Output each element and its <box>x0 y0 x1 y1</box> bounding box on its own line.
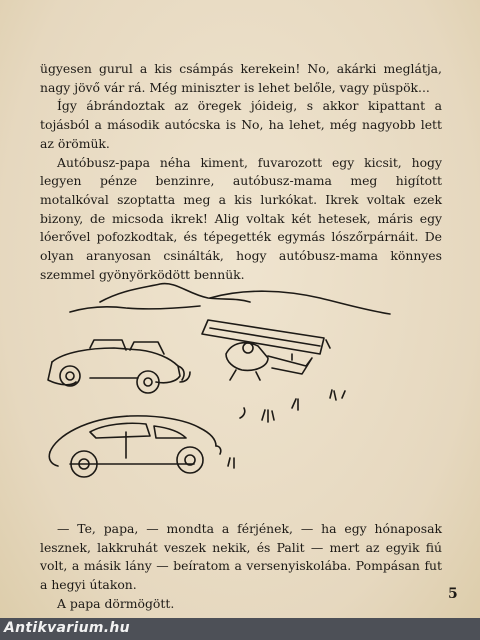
illustration-cars-airplane <box>30 268 450 498</box>
grass-tufts <box>228 390 345 468</box>
paragraph: Így ábrándoztak az öregek jóideig, s akkor kipattant a tojásból a második autócska is No, ha lehet, még nagyobb lett az örömük. <box>40 98 442 151</box>
open-car <box>48 340 190 393</box>
airplane <box>202 320 330 380</box>
text-block-top <box>40 60 442 284</box>
hills <box>70 284 390 314</box>
paragraph: A papa dörmögött. <box>57 595 175 611</box>
text-block-bottom <box>40 520 442 614</box>
watermark-text: Antikvarium.hu <box>4 620 130 636</box>
paragraph: ügyesen gurul a kis csámpás kerekein! No, akárki meglátja, nagy jövő vár rá. Még miniszter is lehet belőle, vagy püspök... <box>40 61 442 95</box>
paragraph: Autóbusz-papa néha kiment, fuvarozott egy kicsit, hogy legyen pénze benzinre, autóbusz-mama meg higított motalkóval szoptatta meg a kis lurkókat. Ikrek voltak ezek bizony, de micsoda ikrek! Alig voltak két hetesek, máris egy lóerővel pofozkodtak, és tépegették egymás lószőrpárnáit. De olyan aranyosan csinálták, hogy autóbusz-mama könnyes szemmel gyönyörködött bennük. <box>40 154 442 282</box>
paragraph: — Te, papa, — mondta a férjének, — ha egy hónaposak lesznek, lakkruhát veszek nekik, és Palit — mert az egyik fiú volt, a másik lány — beíratom a versenyiskolába. Pompásan fut a hegyi útakon. <box>40 521 442 593</box>
rounded-car <box>49 416 221 477</box>
page-number: 5 <box>448 586 458 602</box>
watermark-bar <box>0 618 480 640</box>
